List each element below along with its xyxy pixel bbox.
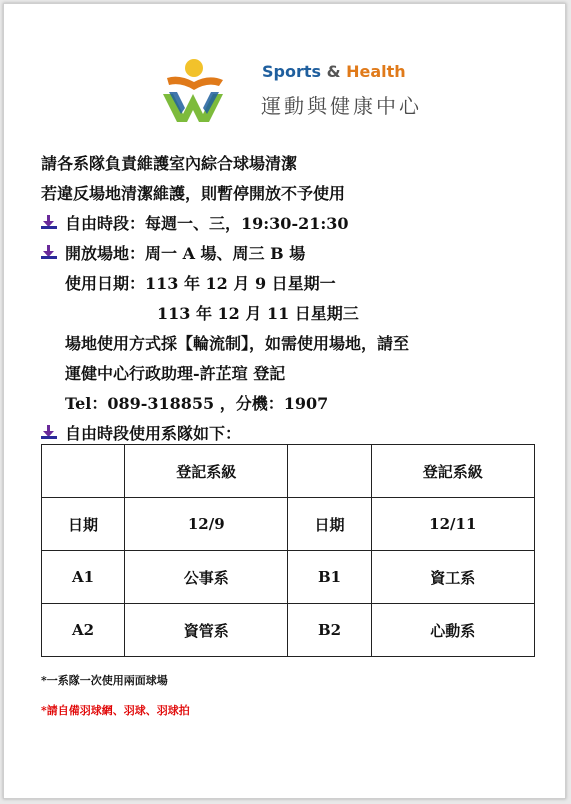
- table-row: [42, 498, 535, 551]
- document-page: [3, 3, 566, 799]
- table-cell: 心動系: [371, 604, 534, 657]
- table-row: [42, 604, 535, 657]
- table-cell: 登記系級: [125, 445, 288, 498]
- table-cell: A1: [42, 551, 125, 604]
- logo-brand-zh: 運動與健康中心: [261, 94, 422, 118]
- logo-brand-en: Sports & Health: [262, 62, 406, 81]
- notice-line: 使用日期：113 年 12 月 9 日星期一: [65, 274, 336, 293]
- table-cell: 日期: [288, 498, 371, 551]
- table-cell: 資管系: [125, 604, 288, 657]
- bullet-arrow-icon: [41, 211, 59, 227]
- table-cell: 公事系: [125, 551, 288, 604]
- table-cell: A2: [42, 604, 125, 657]
- table-cell: 12/11: [371, 498, 534, 551]
- table-cell: B2: [288, 604, 371, 657]
- table-cell: 登記系級: [371, 445, 534, 498]
- table-cell: B1: [288, 551, 371, 604]
- table-cell: [288, 445, 371, 498]
- bullet-arrow-icon: [41, 241, 59, 257]
- notice-line-bulleted: 自由時段：每週一、三，19:30-21:30: [41, 209, 541, 239]
- notice-line: Tel：089-318855 ，分機：1907: [65, 394, 329, 413]
- table-cell: [42, 445, 125, 498]
- notice-line-bulleted: 開放場地：周一 A 場、周三 B 場: [41, 239, 541, 269]
- footnote-warning: *請自備羽球網、羽球、羽球拍: [41, 704, 190, 717]
- sports-health-logo: [159, 56, 429, 128]
- footnote: *一系隊一次使用兩面球場: [41, 674, 168, 687]
- notice-line: 113 年 12 月 11 日星期三: [157, 304, 359, 323]
- notice-line: 若違反場地清潔維護，則暫停開放不予使用: [41, 184, 346, 203]
- table-cell: 資工系: [371, 551, 534, 604]
- notice-line: 運健中心行政助理-許芷瑄 登記: [65, 364, 286, 383]
- table-row: [42, 445, 535, 498]
- notice-line: 場地使用方式採【輪流制】，如需使用場地，請至: [65, 334, 410, 353]
- table-cell: 日期: [42, 498, 125, 551]
- schedule-table: [41, 444, 535, 657]
- bullet-arrow-icon: [41, 421, 59, 437]
- notice-line: 請各系隊負責維護室內綜合球場清潔: [41, 154, 298, 173]
- notice-line-bulleted: 自由時段使用系隊如下：: [41, 419, 541, 449]
- notice-body: [41, 149, 541, 449]
- table-cell: 12/9: [125, 498, 288, 551]
- table-row: [42, 551, 535, 604]
- sports-health-emblem-icon: [159, 56, 229, 128]
